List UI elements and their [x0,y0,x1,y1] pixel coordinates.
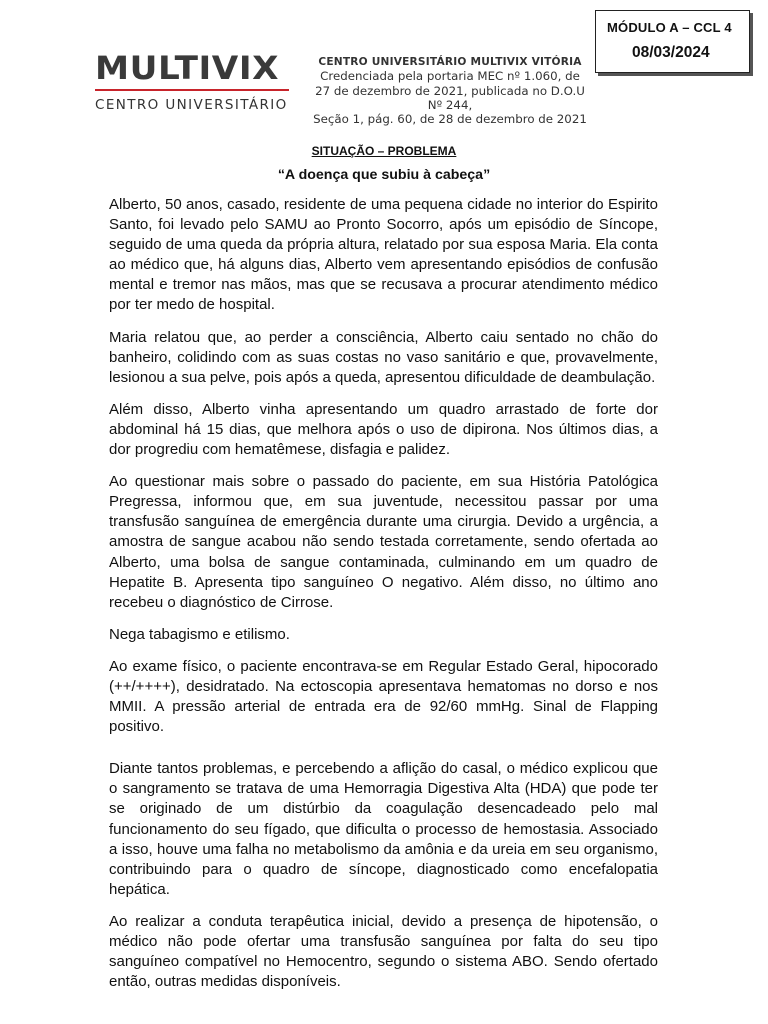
institution-line: 27 de dezembro de 2021, publicada no D.O.U Nº 244, [315,83,585,112]
document-label: SITUAÇÃO – PROBLEMA [311,144,457,158]
module-date: 08/03/2024 [632,44,710,61]
paragraph: Maria relatou que, ao perder a consciência, Alberto caiu sentado no chão do banheiro, colidindo com as suas costas no vaso sanitário e que, provavelmente, lesionou a sua pelve, pois após a queda, apresentou dificuldade de deambulação. [109,328,658,386]
logo-wordmark: MULTIVIX [95,49,280,87]
institution-line: Seção 1, pág. 60, de 28 de dezembro de 2021 [313,112,587,127]
paragraph: Ao realizar a conduta terapêutica inicial, devido a presença de hipotensão, o médico não pode ofertar uma transfusão sanguínea por falta do seu tipo sanguíneo compatível no Hemocentro, segundo o sistema ABO. Sendo ofertado então, outras medidas disponíveis. [109,912,658,991]
institution-line: Credenciada pela portaria MEC nº 1.060, de [320,69,580,84]
multivix-logo [95,49,300,116]
document-title: “A doença que subiu à cabeça” [277,167,491,183]
paragraph: Alberto, 50 anos, casado, residente de uma pequena cidade no interior do Espirito Santo, foi levado pelo SAMU ao Pronto Socorro, após um episódio de Síncope, seguido de uma queda da própria altura, relatado por sua esposa Maria. Ela conta ao médico que, há alguns dias, Alberto vem apresentando episódios de confusão mental e tremor nas mãos, mas que se recusava a procurar atendimento médico por ter medo de hospital. [109,196,658,314]
module-label: MÓDULO A – CCL 4 [607,20,732,35]
logo-subtitle: CENTRO UNIVERSITÁRIO [95,97,288,113]
institution-name: CENTRO UNIVERSITÁRIO MULTIVIX VITÓRIA [318,56,582,68]
module-date-box [595,10,750,73]
paragraph: Nega tabagismo e etilismo. [109,625,290,643]
paragraph: Ao questionar mais sobre o passado do paciente, em sua História Patológica Pregressa, informou que, em sua juventude, necessitou passar por uma transfusão sanguínea de emergência durante uma cirurgia. Devido a urgência, a amostra de sangue acabou não sendo testada corretamente, sendo ofertada ao Alberto, uma bolsa de sangue contaminada, culminando em um quadro de Hepatite B. Apresenta tipo sanguíneo O negativo. Além disso, no último ano recebeu o diagnóstico de Cirrose. [109,473,658,611]
paragraph: Ao exame físico, o paciente encontrava-se em Regular Estado Geral, hipocorado (++/++++), desidratado. Na ectoscopia apresentava hematomas no dorso e nos MMII. A pressão arterial de entrada era de 92/60 mmHg. Sinal de Flapping positivo. [109,657,658,736]
document-label-row [0,142,768,160]
paragraph: Além disso, Alberto vinha apresentando um quadro arrastado de forte dor abdominal há 15 dias, que melhora após o uso de dipirona. Nos últimos dias, a dor progrediu com hematêmese, disfagia e palidez. [109,400,658,459]
institution-info [310,55,590,126]
document-body [109,195,658,1004]
logo-red-rule [95,89,289,91]
paragraph: Diante tantos problemas, e percebendo a aflição do casal, o médico explicou que o sangramento se tratava de uma Hemorragia Digestiva Alta (HDA) que pode ter se originado de um distúrbio da coagulação desencadeado pelo mal funcionamento do seu fígado, que dificulta o processo de hemostasia. Associado a isso, houve uma falha no metabolismo da amônia e da ureia em seu organismo, contribuindo para o quadro de síncope, diagnosticado como encefalopatia hepática. [109,760,658,898]
